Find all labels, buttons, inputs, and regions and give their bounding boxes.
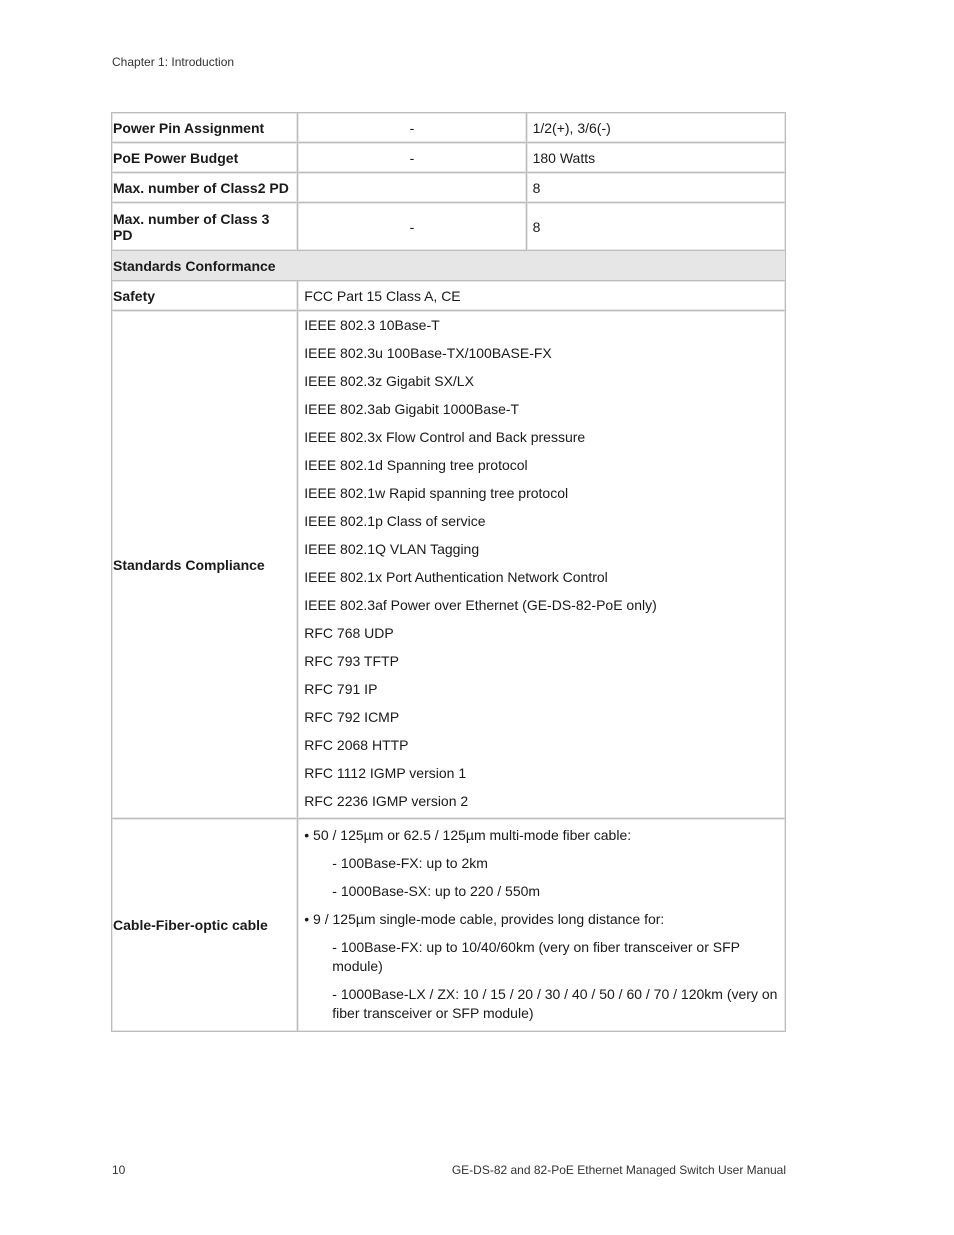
page-number: 10 (112, 1163, 126, 1177)
row-label: Max. number of Class 3 PD (112, 203, 298, 251)
section-header-row (112, 251, 786, 281)
bullet-item: • 9 / 125µm single-mode cable, provides long distance for: (304, 911, 665, 927)
list-item: IEEE 802.1w Rapid spanning tree protocol (304, 485, 569, 501)
row-value: 180 Watts (526, 143, 785, 173)
section-title: Standards Conformance (112, 251, 786, 281)
sub-item: - 1000Base-SX: up to 220 / 550m (332, 883, 541, 899)
list-item: IEEE 802.3af Power over Ethernet (GE-DS-82-PoE only) (304, 597, 657, 613)
fiber-list (298, 819, 786, 1032)
table-row (112, 281, 786, 311)
table-row (112, 173, 786, 203)
row-mid: - (298, 203, 526, 251)
list-item: RFC 1112 IGMP version 1 (304, 765, 467, 781)
sub-item: - 100Base-FX: up to 2km (332, 855, 488, 871)
bullet-item: • 50 / 125µm or 62.5 / 125µm multi-mode fiber cable: (304, 827, 632, 843)
row-label: Max. number of Class2 PD (112, 173, 298, 203)
row-label: Standards Compliance (112, 311, 298, 819)
table-row (112, 143, 786, 173)
list-item: IEEE 802.1d Spanning tree protocol (304, 457, 528, 473)
spec-table (111, 112, 786, 1032)
list-item: IEEE 802.3ab Gigabit 1000Base-T (304, 401, 520, 417)
table-row (112, 311, 786, 819)
row-value: FCC Part 15 Class A, CE (298, 281, 786, 311)
list-item: RFC 793 TFTP (304, 653, 399, 669)
table-row (112, 819, 786, 1032)
row-value: 1/2(+), 3/6(-) (526, 113, 785, 143)
row-value: 8 (526, 203, 785, 251)
list-item: RFC 2236 IGMP version 2 (304, 793, 469, 809)
list-item: RFC 768 UDP (304, 625, 394, 641)
list-item: IEEE 802.3x Flow Control and Back pressure (304, 429, 586, 445)
row-mid: - (298, 143, 526, 173)
manual-title: GE-DS-82 and 82-PoE Ethernet Managed Switch User Manual (451, 1163, 786, 1177)
list-item: IEEE 802.3u 100Base-TX/100BASE-FX (304, 345, 552, 361)
list-item: RFC 792 ICMP (304, 709, 400, 725)
list-item: IEEE 802.1p Class of service (304, 513, 486, 529)
list-item: IEEE 802.1x Port Authentication Network Control (304, 569, 608, 585)
list-item: IEEE 802.3 10Base-T (304, 317, 440, 333)
list-item: RFC 2068 HTTP (304, 737, 409, 753)
row-mid: - (298, 113, 526, 143)
table-row (112, 203, 786, 251)
chapter-header: Chapter 1: Introduction (112, 55, 235, 69)
row-label: Power Pin Assignment (112, 113, 298, 143)
list-item: IEEE 802.3z Gigabit SX/LX (304, 373, 474, 389)
row-label: Safety (112, 281, 298, 311)
row-value: 8 (526, 173, 785, 203)
row-label: PoE Power Budget (112, 143, 298, 173)
row-label: Cable-Fiber-optic cable (112, 819, 298, 1032)
table-row (112, 113, 786, 143)
list-item: RFC 791 IP (304, 681, 378, 697)
compliance-list (298, 311, 786, 819)
list-item: IEEE 802.1Q VLAN Tagging (304, 541, 480, 557)
row-mid (298, 173, 526, 203)
sub-item: - 100Base-FX: up to 10/40/60km (very on fiber transceiver or SFP module) (332, 939, 740, 974)
sub-item: - 1000Base-LX / ZX: 10 / 15 / 20 / 30 / 40 / 50 / 60 / 70 / 120km (very on fiber transceiver or SFP module) (332, 986, 778, 1021)
